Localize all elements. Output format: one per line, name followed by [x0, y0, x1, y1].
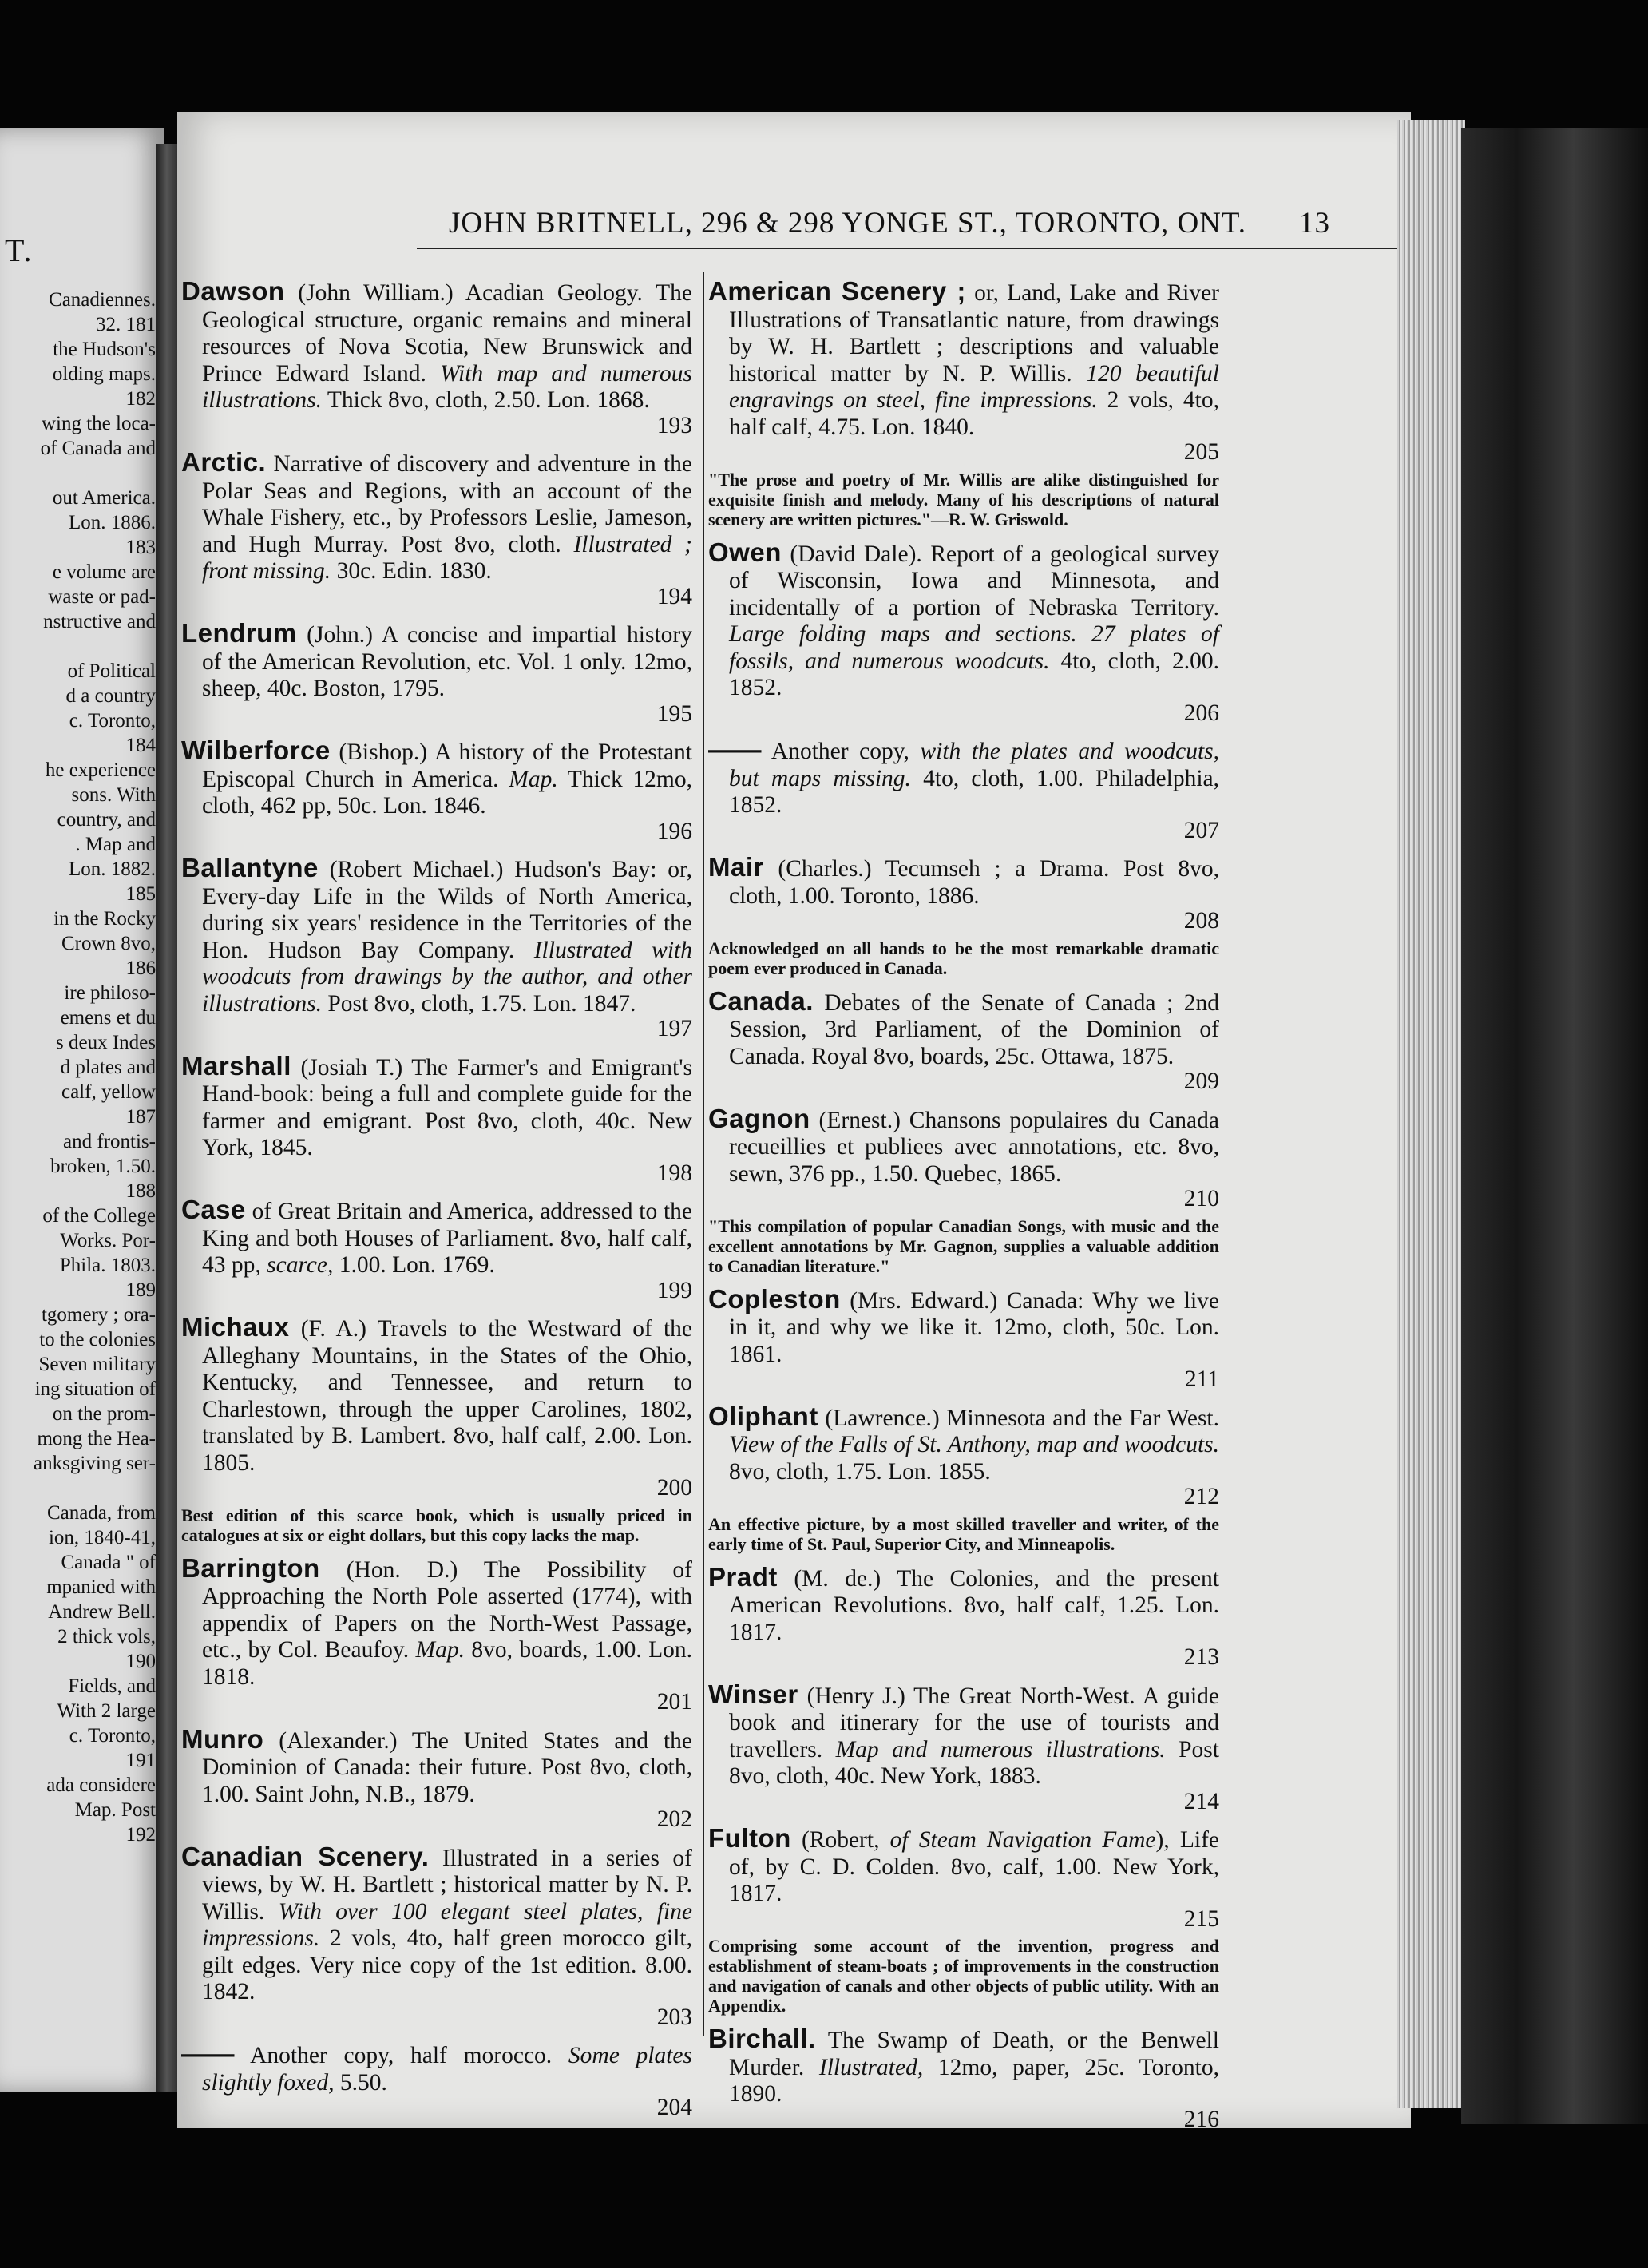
entry-text: [181, 1314, 692, 1502]
entry-number: 208: [1183, 908, 1219, 934]
previous-page-line: Canadiennes.: [49, 289, 156, 311]
entry-text: [181, 620, 692, 728]
entry-description: (Ernest.) Chansons populaires du Canada recueillies et publiees avec annotations, etc. 8vo, sewn, 376 pp., 1.50. Quebec, 1865.: [729, 1107, 1219, 1187]
previous-page-line: d plates and: [60, 1057, 156, 1078]
previous-page-line: [0, 1476, 156, 1501]
entry-number: 194: [656, 583, 692, 609]
entry-number: 193: [656, 412, 692, 438]
entry-italic-text: Illustrated,: [818, 2054, 924, 2080]
right-column: [708, 278, 1219, 2143]
entry-details: 8vo, boards, 1.00. Lon. 1818.: [202, 1637, 692, 1690]
entry-italic-text: View of the Falls of St. Anthony, map and woodcuts.: [729, 1432, 1219, 1457]
previous-page-line: 190: [125, 1651, 156, 1672]
previous-page-line: tgomery ; ora-: [41, 1304, 156, 1326]
entry-text: [181, 2040, 692, 2122]
previous-page-line: ing situation of: [34, 1378, 156, 1400]
previous-page-line: emens et du: [60, 1007, 156, 1029]
entry-text: [708, 1681, 1219, 1816]
entry-description: (Lawrence.) Minnesota and the Far West.: [818, 1405, 1219, 1431]
entry-number: 201: [656, 1689, 692, 1715]
entry-number: 202: [656, 1806, 692, 1832]
entry-text: [181, 278, 692, 439]
entry-description: or, Land, Lake and River Illustrations of Transatlantic nature, from drawings by W. H. Bartlett ; descriptions and valuable historical matter by N. P. Willis.: [729, 280, 1219, 387]
entry-italic-text: scarce,: [267, 1252, 334, 1278]
entry-number: 200: [656, 1475, 692, 1501]
previous-page-line: Lon. 1886.: [68, 512, 156, 533]
entry-description: (Robert Michael.) Hudson's Bay: or, Every-day Life in the Wilds of North America, during six years' residence in the Territories of the Hon. Hudson Bay Company.: [202, 857, 692, 963]
previous-page-line: 186: [125, 958, 156, 979]
entry-heading: Oliphant: [708, 1401, 818, 1431]
entry-number: 210: [1183, 1186, 1219, 1211]
previous-page-line: c. Toronto,: [69, 710, 156, 732]
entry-details: 8vo, cloth, 1.75. Lon. 1855.: [729, 1458, 991, 1485]
entry-number: 203: [656, 2004, 692, 2030]
entry-details: 2 vols, 4to, half green morocco gilt, gilt edges. Very nice copy of the 1st edition. 8.00. 1842.: [202, 1925, 692, 2004]
entry-text: [708, 985, 1219, 1096]
entry-italic-text: Map.: [509, 766, 558, 792]
catalogue-entry: [181, 620, 692, 728]
previous-page-line: 182: [125, 388, 156, 410]
entry-description: (F. A.) Travels to the Westward of the Alleghany Mountains, in the States of the Ohio, Kentucky, and Tennessee, and return to Charlestown, through the upper Carolines, 1802, translated by B. Lambert. 8vo, half calf, 2.00. Lon. 1805.: [202, 1316, 692, 1476]
previous-page-line: Phila. 1803.: [59, 1255, 156, 1276]
entry-number: 195: [656, 700, 692, 727]
entry-number: 207: [1183, 817, 1219, 843]
previous-page-line: Crown 8vo,: [61, 933, 156, 954]
entry-details: 5.50.: [334, 2069, 387, 2096]
catalogue-entry: [708, 278, 1219, 529]
entry-text: [708, 736, 1219, 844]
column-divider: [703, 272, 704, 2036]
header-title: JOHN BRITNELL, 296 & 298 YONGE ST., TORONTO, ONT.: [449, 207, 1246, 240]
entry-note: Acknowledged on all hands to be the most remarkable dramatic poem ever produced in Canada.: [708, 938, 1219, 978]
entry-number: 214: [1183, 1788, 1219, 1814]
entry-heading: Mair: [708, 852, 764, 882]
previous-page-fragment: [0, 128, 164, 2092]
previous-page-line: Lon. 1882.: [68, 858, 156, 880]
entry-text: [708, 1283, 1219, 1394]
entry-number: 212: [1183, 1484, 1219, 1509]
entry-heading: Owen: [708, 537, 782, 567]
page-edges: [1397, 120, 1465, 2108]
entry-italic-text: With over 100 elegant steel plates, fine impressions.: [202, 1898, 692, 1951]
entry-heading: Winser: [708, 1679, 798, 1709]
entry-text: [181, 1843, 692, 2032]
entry-description: (M. de.) The Colonies, and the present American Revolutions. 8vo, half calf, 1.25. Lon. 1817.: [729, 1565, 1219, 1645]
entry-heading: Case: [181, 1195, 246, 1224]
catalogue-entry: [181, 1723, 692, 1834]
previous-page-line: 191: [125, 1750, 156, 1771]
previous-page-line: [0, 461, 156, 486]
previous-page-heading: T.: [5, 232, 34, 268]
entry-heading: Fulton: [708, 1823, 791, 1853]
entry-description: Narrative of discovery and adventure in the Polar Seas and Regions, with an account of the Whale Fishery, etc., by Professors Leslie, Jameson, and Hugh Murray. Post 8vo, cloth.: [202, 451, 692, 557]
entry-heading: Copleston: [708, 1283, 841, 1314]
previous-page-line: sons. With: [71, 784, 156, 806]
entry-description: Illustrated in a series of views, by W. H. Bartlett ; historical matter by N. P. Willis.: [202, 1845, 693, 1925]
previous-page-line: 2 thick vols,: [57, 1626, 156, 1647]
previous-page-line: Canada, from: [46, 1502, 156, 1524]
entry-description: of Great Britain and America, addressed to the King and both Houses of Parliament. 8vo, half calf, 43 pp,: [202, 1199, 692, 1278]
entry-details: 30c. Edin. 1830.: [331, 558, 492, 584]
entry-heading: Michaux: [181, 1312, 290, 1342]
previous-page-lines: [0, 287, 156, 1847]
catalogue-entry: [181, 2040, 692, 2122]
entry-italic-text: Illustrated ; front missing.: [202, 531, 692, 584]
entry-italic-text: of Steam Navigation Fame: [889, 1827, 1156, 1853]
previous-page-line: Seven military: [38, 1354, 156, 1375]
entry-text: [708, 2025, 1219, 2133]
previous-page-line: 192: [125, 1824, 156, 1846]
catalogue-entry: [708, 539, 1219, 728]
entry-number: 216: [1183, 2106, 1219, 2132]
entry-number: 199: [656, 1277, 692, 1303]
previous-page-line: 184: [125, 735, 156, 756]
entry-description: (John.) A concise and impartial history of the American Revolution, etc. Vol. 1 only. 12mo, sheep, 40c. Boston, 1795.: [202, 622, 692, 701]
entry-heading: Arctic.: [181, 447, 267, 477]
previous-page-line: e volume are: [52, 561, 156, 583]
entry-text: [181, 1552, 692, 1716]
entry-description: (Charles.) Tecumseh ; a Drama. Post 8vo, cloth, 1.00. Toronto, 1886.: [729, 856, 1219, 909]
previous-page-line: of Political: [67, 660, 156, 682]
catalogue-entry: [708, 1681, 1219, 1816]
previous-page-line: broken, 1.50.: [50, 1156, 156, 1177]
entry-description: (Josiah T.) The Farmer's and Emigrant's Hand-book: being a full and complete guide for the farmer and emigrant. Post 8vo, cloth, 40c. New York, 1845.: [202, 1054, 692, 1160]
previous-page-line: nstructive and: [43, 611, 156, 632]
entry-description: (Mrs. Edward.) Canada: Why we live in it, and why we like it. 12mo, cloth, 50c. Lon. 1861.: [729, 1287, 1219, 1367]
previous-page-line: out America.: [52, 487, 156, 509]
header-rule: [417, 248, 1403, 249]
entry-description: (Bishop.) A history of the Protestant Episcopal Church in America.: [202, 739, 692, 792]
entry-heading: American Scenery ;: [708, 276, 966, 306]
entry-heading: Wilberforce: [181, 736, 331, 765]
entry-note: Comprising some account of the invention, progress and establishment of steam-boats ; of improvements in the construction and navigation of canals and other objects of public utility. With an Appendix.: [708, 1936, 1219, 2016]
entry-heading: Dawson: [181, 276, 285, 306]
entry-number: 197: [656, 1016, 692, 1041]
entry-text: [181, 737, 692, 845]
entry-details: Post 8vo, cloth, 1.75. Lon. 1847.: [322, 990, 636, 1017]
entry-number: 196: [656, 818, 692, 844]
entry-number: 215: [1183, 1905, 1219, 1932]
entry-details: 2 vols, 4to, half calf, 4.75. Lon. 1840.: [729, 387, 1219, 440]
entry-heading: Marshall: [181, 1050, 291, 1080]
previous-page-line: 183: [125, 537, 156, 558]
previous-page-line: s deux Indes: [56, 1032, 156, 1053]
catalogue-entry: [708, 1403, 1219, 1554]
catalogue-entry: [708, 985, 1219, 1096]
previous-page-line: Fields, and: [68, 1675, 156, 1697]
previous-page-line: of Canada and: [40, 438, 156, 459]
previous-page-line: wing the loca-: [41, 413, 156, 434]
page-number: 13: [1299, 207, 1330, 240]
entry-note: Best edition of this scarce book, which is usually priced in catalogues at six or eight dollars, but this copy lacks the map.: [181, 1505, 692, 1545]
entry-number: 211: [1184, 1366, 1219, 1392]
entry-italic-text: Some plates slightly foxed,: [202, 2043, 692, 2096]
catalogue-entry: [708, 1105, 1219, 1276]
entry-heading: Lendrum: [181, 618, 297, 648]
entry-text: [181, 1050, 692, 1188]
entry-details: Post 8vo, cloth, 40c. New York, 1883.: [729, 1736, 1219, 1789]
entry-heading: ——: [181, 2039, 235, 2068]
entry-text: [181, 449, 692, 610]
entry-description: (Hon. D.) The Possibility of Approaching the North Pole asserted (1774), with appendix of Papers on the North-West Passage, etc., by Col. Beaufoy.: [202, 1556, 692, 1663]
previous-page-line: ion, 1840-41,: [48, 1527, 156, 1548]
previous-page-line: in the Rocky: [53, 908, 156, 930]
previous-page-line: ire philoso-: [64, 982, 156, 1004]
catalogue-page: [177, 112, 1411, 2132]
entry-description: (Robert,: [790, 1827, 890, 1853]
previous-page-line: Canada " of: [61, 1552, 156, 1573]
entry-description: (Alexander.) The United States and the Dominion of Canada: their future. Post 8vo, cloth, 1.00. Saint John, N.B., 1879.: [202, 1727, 692, 1807]
entry-text: [708, 1105, 1219, 1213]
entry-italic-text: 120 beautiful engravings on steel, fine impressions.: [729, 360, 1219, 413]
catalogue-entry: [181, 1843, 692, 2032]
entry-italic-text: Illustrated with woodcuts from drawings by the author, and other illustrations.: [202, 937, 692, 1017]
catalogue-entry: [708, 2025, 1219, 2133]
entry-heading: Gagnon: [708, 1103, 810, 1133]
entry-number: 198: [656, 1160, 692, 1186]
previous-page-line: 189: [125, 1279, 156, 1301]
previous-page-line: c. Toronto,: [69, 1725, 156, 1747]
catalogue-entry: [181, 1050, 692, 1188]
entry-number: 209: [1183, 1069, 1219, 1094]
previous-page-line: of the College: [42, 1205, 156, 1227]
entry-text: [708, 278, 1219, 466]
previous-page-line: [0, 634, 156, 659]
catalogue-entry: [708, 854, 1219, 978]
entry-details: 12mo, paper, 25c. Toronto, 1890.: [729, 2054, 1219, 2107]
entry-details: 4to, cloth, 2.00. 1852.: [729, 648, 1219, 700]
previous-page-line: country, and: [57, 809, 156, 831]
previous-page-line: 188: [125, 1180, 156, 1202]
catalogue-entry: [708, 1561, 1219, 1671]
previous-page-line: on the prom-: [52, 1403, 156, 1425]
previous-page-line: 185: [125, 883, 156, 905]
entry-text: [708, 1825, 1219, 1933]
catalogue-entry: [181, 737, 692, 845]
entry-text: [181, 1196, 692, 1304]
entry-note: "This compilation of popular Canadian Songs, with music and the excellent annotations by Mr. Gagnon, supplies a valuable addition to Canadian literature.": [708, 1215, 1219, 1276]
entry-heading: Barrington: [181, 1552, 320, 1583]
entry-description: (John William.) Acadian Geology. The Geological structure, organic remains and mineral resources of Nova Scotia, New Brunswick and Prince Edward Island.: [202, 280, 692, 387]
entry-description: Another copy,: [762, 739, 921, 764]
previous-page-line: waste or pad-: [48, 586, 156, 608]
catalogue-entry: [181, 278, 692, 439]
entry-heading: Canadian Scenery.: [181, 1841, 430, 1871]
entry-number: 204: [656, 2095, 692, 2120]
entry-heading: Canada.: [708, 985, 814, 1016]
entry-italic-text: Map.: [415, 1637, 465, 1663]
entry-italic-text: Large folding maps and sections. 27 plates of fossils, and numerous woodcuts.: [729, 621, 1219, 674]
entry-details: Thick 12mo, cloth, 462 pp, 50c. Lon. 1846.: [202, 766, 692, 819]
entry-text: [181, 1723, 692, 1834]
left-column: [177, 278, 692, 2131]
previous-page-line: the Hudson's: [53, 339, 156, 360]
entry-text: [708, 854, 1219, 935]
catalogue-entry: [181, 449, 692, 610]
entry-heading: ——: [708, 735, 762, 764]
entry-description: Another copy, half morocco.: [235, 2043, 568, 2068]
previous-page-line: ada considere: [46, 1774, 156, 1796]
entry-description: Debates of the Senate of Canada ; 2nd Session, 3rd Parliament, of the Dominion of Canada. Royal 8vo, boards, 25c. Ottawa, 1875.: [729, 989, 1219, 1069]
entry-note: "The prose and poetry of Mr. Willis are alike distinguished for exquisite finish and melody. Many of his descriptions of natural scenery are written pictures."—R. W. Griswold.: [708, 469, 1219, 529]
entry-description: The Swamp of Death, or the Benwell Murder.: [729, 2028, 1219, 2080]
entry-description: (Henry J.) The Great North-West. A guide book and itinerary for the use of tourists and travellers.: [729, 1683, 1219, 1762]
catalogue-entry: [181, 1196, 692, 1304]
entry-details: ), Life of, by C. D. Colden. 8vo, calf, 1.00. New York, 1817.: [729, 1827, 1219, 1906]
entry-details: 4to, cloth, 1.00. Philadelphia, 1852.: [729, 765, 1220, 818]
previous-page-line: to the colonies: [39, 1329, 156, 1350]
catalogue-entry: [181, 1314, 692, 1545]
previous-page-line: anksgiving ser-: [34, 1453, 156, 1474]
entry-italic-text: Map and numerous illustrations.: [835, 1736, 1166, 1762]
previous-page-line: mpanied with: [46, 1576, 156, 1598]
entry-description: (David Dale). Report of a geological survey of Wisconsin, Iowa and Minnesota, and incidentally of a portion of Nebraska Territory.: [729, 541, 1219, 621]
catalogue-entry: [181, 1552, 692, 1716]
entry-heading: Ballantyne: [181, 853, 319, 882]
entry-heading: Birchall.: [708, 2024, 816, 2053]
entry-number: 205: [1183, 439, 1219, 465]
previous-page-line: he experience: [45, 759, 156, 781]
entry-heading: Pradt: [708, 1561, 778, 1592]
entry-italic-text: with the plates and woodcuts, but maps missing.: [729, 739, 1219, 791]
previous-page-line: calf, yellow: [61, 1081, 156, 1103]
previous-page-line: Map. Post: [74, 1799, 156, 1821]
entry-details: Thick 8vo, cloth, 2.50. Lon. 1868.: [322, 387, 650, 413]
entry-number: 213: [1183, 1644, 1219, 1670]
previous-page-line: olding maps.: [52, 363, 156, 385]
previous-page-line: mong the Hea-: [37, 1428, 156, 1449]
catalogue-entry: [181, 854, 692, 1043]
entry-heading: Munro: [181, 1723, 264, 1754]
entry-details: 1.00. Lon. 1769.: [333, 1252, 495, 1278]
entry-text: [181, 854, 692, 1043]
entry-text: [708, 1561, 1219, 1671]
book-cover: [1461, 128, 1648, 2124]
previous-page-line: 32. 181: [96, 314, 156, 335]
previous-page-line: . Map and: [75, 834, 156, 855]
previous-page-line: With 2 large: [57, 1700, 156, 1722]
catalogue-entry: [708, 1283, 1219, 1394]
catalogue-entry: [708, 1825, 1219, 2016]
previous-page-line: Andrew Bell.: [48, 1601, 156, 1623]
catalogue-entry: [708, 736, 1219, 844]
entry-italic-text: With map and numerous illustrations.: [202, 360, 693, 413]
entry-number: 206: [1183, 700, 1219, 726]
previous-page-line: d a country: [65, 685, 156, 707]
entry-text: [708, 539, 1219, 728]
entry-text: [708, 1403, 1219, 1511]
previous-page-line: 187: [125, 1106, 156, 1128]
entry-note: An effective picture, by a most skilled traveller and writer, of the early time of St. Paul, Superior City, and Minneapolis.: [708, 1513, 1219, 1554]
previous-page-line: Works. Por-: [60, 1230, 156, 1251]
previous-page-line: and frontis-: [63, 1131, 156, 1152]
